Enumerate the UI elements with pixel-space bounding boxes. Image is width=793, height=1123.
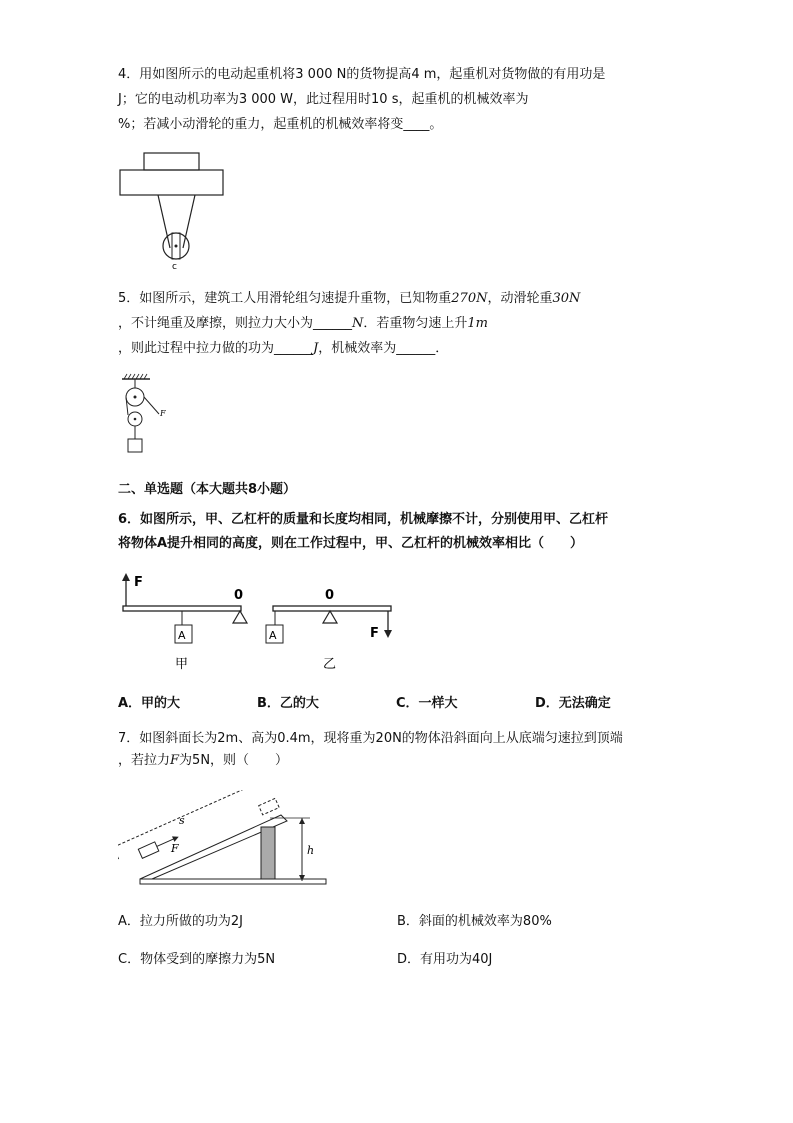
q5-line-3: ，则此过程中拉力做的功为______J，机械效率为______．: [118, 341, 449, 356]
q7-line-1: 7．如图斜面长为2m、高为0.4m，现将重为20N的物体沿斜面向上从底端匀速拉到顶端: [118, 731, 623, 746]
q6-option-a[interactable]: A．甲的大: [118, 696, 181, 711]
svg-text:A: A: [178, 629, 186, 642]
svg-text:s: s: [179, 814, 185, 827]
q6-line-1: 6．如图所示，甲、乙杠杆的质量和长度均相同，机械摩擦不计，分别使用甲、乙杠杆: [118, 512, 609, 527]
svg-text:A: A: [269, 629, 277, 642]
q6-option-b[interactable]: B．乙的大: [257, 696, 319, 711]
q4-line-2: J；它的电动机功率为3 000 W，此过程用时10 s，起重机的机械效率为: [118, 92, 529, 107]
svg-text:0: 0: [234, 588, 244, 603]
pulley-force-label: F: [160, 409, 166, 418]
svg-text:h: h: [307, 844, 315, 857]
q7-option-b[interactable]: B．斜面的机械效率为80%: [397, 914, 552, 929]
crane-figure: [115, 148, 230, 274]
q6-option-c[interactable]: C．一样大: [396, 696, 458, 711]
svg-text:F: F: [370, 626, 379, 641]
incline-figure: [118, 790, 333, 892]
q5-line-2: ，不计绳重及摩擦，则拉力大小为______N．若重物匀速上升1m: [118, 316, 489, 331]
q7-option-d[interactable]: D．有用功为40J: [397, 952, 493, 967]
pulley-figure: [118, 373, 178, 457]
q7-option-c[interactable]: C．物体受到的摩擦力为5N: [118, 952, 276, 967]
q5-line-1: 5．如图所示，建筑工人用滑轮组匀速提升重物，已知物重270N，动滑轮重30N: [118, 291, 581, 306]
q6-option-d[interactable]: D．无法确定: [535, 696, 611, 711]
q6-line-2: 将物体A提升相同的高度，则在工作过程中，甲、乙杠杆的机械效率相比（ ）: [118, 536, 584, 551]
q7-line-2: ，若拉力F为5N，则（ ）: [118, 753, 289, 768]
q7-option-a[interactable]: A．拉力所做的功为2J: [118, 914, 243, 929]
svg-text:F: F: [134, 575, 143, 590]
svg-text:0: 0: [325, 588, 335, 603]
crane-hook-label: c: [172, 262, 177, 272]
svg-text:甲: 甲: [175, 657, 189, 672]
svg-text:F: F: [171, 842, 179, 855]
q4-line-3: %；若减小动滑轮的重力，起重机的机械效率将变____。: [118, 117, 443, 132]
lever-figure: [118, 570, 408, 676]
q4-line-1: 4．用如图所示的电动起重机将3 000 N的货物提高4 m，起重机对货物做的有用功是: [118, 67, 606, 82]
svg-text:乙: 乙: [323, 657, 337, 672]
section-title: 二、单选题（本大题共8小题）: [118, 482, 297, 497]
